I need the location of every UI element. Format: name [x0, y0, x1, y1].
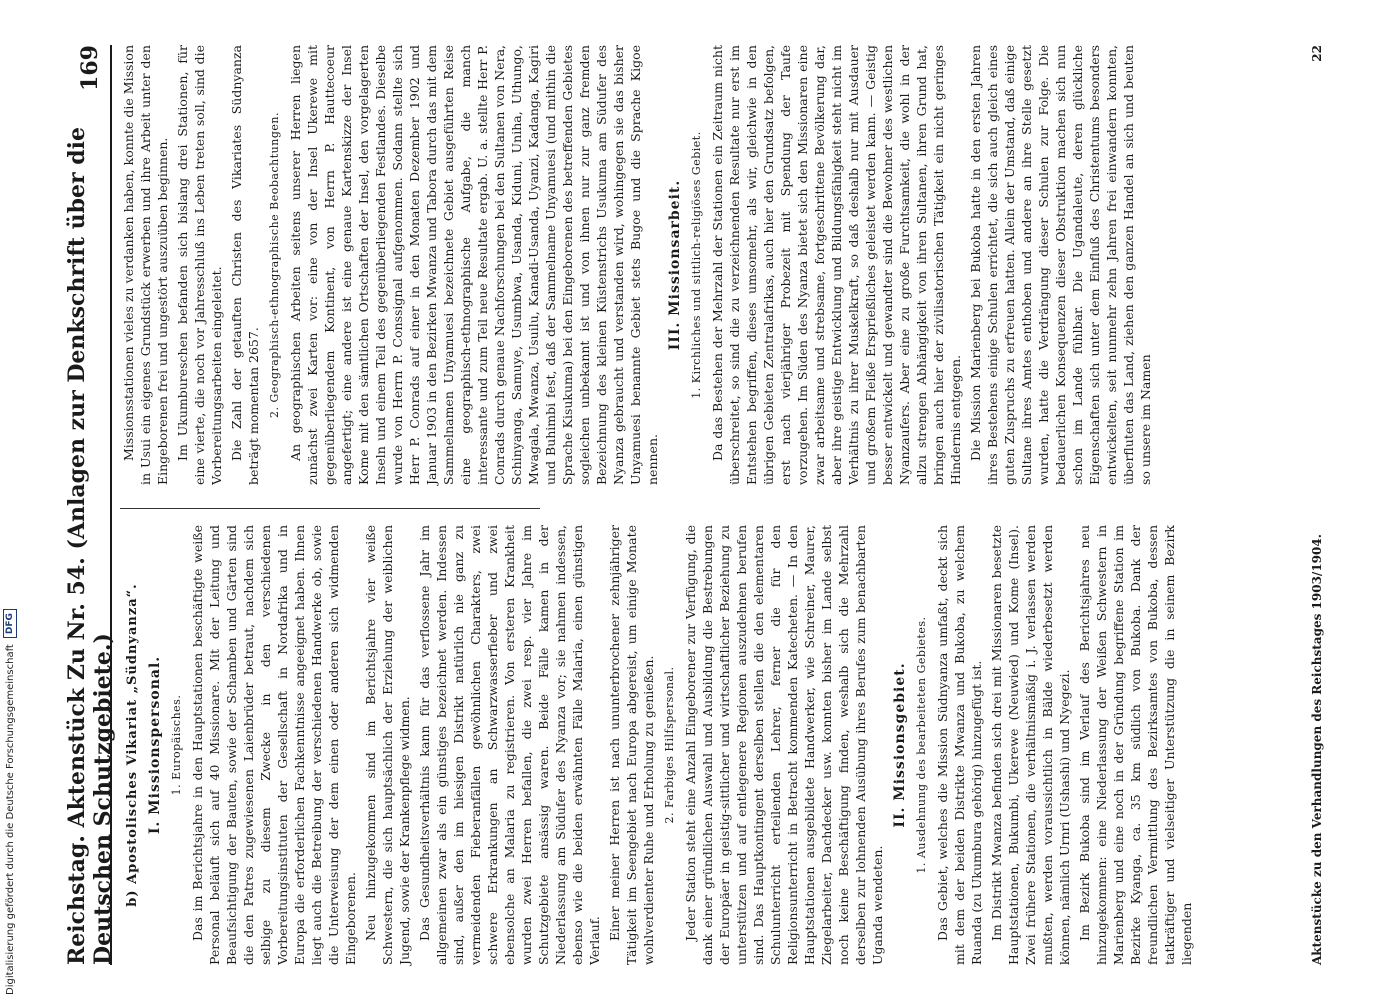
column-divider	[120, 508, 540, 509]
digitization-note	[2, 5, 18, 995]
footer-page-number: 22	[1310, 45, 1324, 62]
digitization-text: Digitalisierung gefördert durch die Deutsche Forschungsgemeinschaft	[4, 644, 16, 995]
paragraph: Im Bezirk Bukoba sind im Verlauf des Berichtsjahres neu hinzugekommen: eine Niederlassung der Weißen Schwestern in Marienberg und eine noch in der Gründung begriffene Station im Bezirke Kyanga, ca. 35 km südlich von Bukoba. Dank der freundlichen Vermittlung des Bezirksamtes von Bukoba, dessen tatkräftiger und vielseitiger Unterstützung die in seinem Bezirk liegenden	[1077, 525, 1194, 965]
subsection-1-heading: 1. Europäisches.	[170, 694, 183, 796]
subsection-II-1-heading: 1. Ausdehnung des bearbeiteten Gebietes.	[915, 616, 928, 874]
header-page-number: 169	[77, 45, 103, 91]
dfg-logo: DFG	[3, 609, 17, 638]
paragraph: Im Ukumbureschen befanden sich bislang drei Stationen, für eine vierte, die noch vor Jahresschluß ins Leben treten soll, sind die Vorbereitungsarbeiten eingeleitet.	[175, 45, 224, 485]
subsection-2-heading: 2. Farbiges Hilfspersonal.	[663, 666, 676, 824]
right-column	[120, 45, 1157, 485]
paragraph: Einer meiner Herren ist nach ununterbrochener zehnjähriger Tätigkeit im Seengebiet nach Europa abgereist, um einige Monate wohlverdienter Ruhe und Erholung zu genießen.	[607, 525, 656, 965]
section-b-heading: b) Apostolisches Vikariat „Südnyanza“.	[125, 583, 140, 907]
left-column	[120, 525, 1198, 965]
section-I-heading: I. Missionspersonal.	[147, 655, 163, 835]
paragraph: Das im Berichtsjahre in den Hauptstationen beschäftigte weiße Personal beläuft sich auf 40 Missionare. Mit der Leitung und Beaufsichtigung der Bauten, sowie der Schamben und Gärten sind die den Patres zugewiesenen Laienbrüder betraut, nachdem sich selbige zu diesem Zwecke in den verschiedenen Vorbereitungsinstituten der Gesellschaft in Nordafrika und in Europa die erforderlichen Fachkenntnisse angeeignet haben. Ihnen liegt auch die Betreibung der verschiedenen Handwerke ob, sowie die Unterweisung der dem einen oder anderen sich widmenden Eingeborenen.	[190, 525, 358, 965]
paragraph: Das Gebiet, welches die Mission Südnyanza umfaßt, deckt sich mit dem der beiden Distrikte Mwanza und Bukoba, zu welchem Ruanda (zu Ukumbura gehörig) hinzugefügt ist.	[935, 525, 984, 965]
section-II-heading: II. Missionsgebiet.	[892, 662, 908, 828]
paragraph: Jeder Station steht eine Anzahl Eingeborener zur Verfügung, die dank einer gründlichen Auswahl und Ausbildung die Bestrebungen der Europäer in geistig-sittlicher und wirtschaftlicher Beziehung zu unterstützen und auf entlegenere Regionen auszudehnen berufen sind. Das Hauptkontingent derselben stellen die den elementaren Schulunterricht erteilenden Lehrer, ferner die für den Religionsunterricht in Betracht kommenden Katecheten. — In den Hauptstationen ausgebildete Handwerker, wie Schreiner, Maurer, Ziegelarbeiter, Dachdecker usw. konnten bisher im Lande selbst noch keine Beschäftigung finden, weshalb sich die Mehrzahl derselben zur lohnenden Ausübung ihres Berufes zum benachbarten Uganda wendeten.	[683, 525, 885, 965]
subsection-II-2-heading: 2. Geographisch-ethnographische Beobachtungen.	[268, 112, 281, 418]
footer-source: Aktenstücke zu den Verhandlungen des Reichstages 1903/1904.	[1310, 534, 1324, 965]
page-footer	[1310, 45, 1324, 965]
paragraph: Da das Bestehen der Mehrzahl der Stationen ein Zeitraum nicht überschreitet, so sind die zu verzeichnenden Resultate nur erst im Entstehen begriffen, dieses umsomehr, als wir, gleichwie in den übrigen Gebieten Zentralafrikas, auch hier den Grundsatz befolgen, erst nach vierjähriger Probezeit mit Spendung der Taufe vorzugehen. Im Süden des Nyanza bietet sich den Missionaren eine zwar arbeitsame und strebsame, fortgeschrittene Bevölkerung dar, aber ihre geistige Entwicklung und Bildungsfähigkeit steht nicht im Verhältnis zu ihrer Muskelkraft, so daß deshalb nur mit Ausdauer und großem Fleiße Ersprießliches geleistet werden kann. — Geistig besser entwickelt und gewandter sind die Bewohner des westlichen Nyanzaufers. Aber eine zu große Furchtsamkeit, die wohl in der allzu strengen Abhängigkeit von ihren Sultanen, ihren Grund hat, bringen auch hier der zivilisatorischen Tätigkeit ein nicht geringes Hindernis entgegen.	[710, 45, 963, 485]
paragraph: Die Zahl der getauften Christen des Vikariates Südnyanza beträgt momentan 2657.	[229, 45, 261, 485]
subsection-III-1-heading: 1. Kirchliches und sittlich-religiöses Gebiet.	[690, 131, 703, 399]
rotated-page-content	[62, 25, 1342, 985]
header-title: Reichstag. Aktenstück Zu Nr. 54. (Anlagen zur Denkschrift über die Deutschen Schutzgebiete.)	[64, 126, 116, 965]
section-III-heading: III. Missionsarbeit.	[667, 179, 683, 351]
page-header	[64, 45, 116, 965]
paragraph: Die Mission Marienberg bei Bukoba hatte in den ersten Jahren ihres Bestehens einige Schulen errichtet, die sich auch gleich eines guten Zuspruchs zu erfreuen hatten. Allein der Umstand, daß einige Sultane ihres Amtes enthoben und andere an ihre Stelle gesetzt wurden, hatte die Verdrängung dieser Schulen zur Folge. Die bedauerlichen Konsequenzen dieser Obstruktion machen sich nun schon im Lande fühlbar. Die Ugandaleute, deren glückliche Eigenschaften sich unter dem Einfluß des Christentums besonders entwickelten, seit nunmehr zehn Jahren frei einwandern konnten, überfluten das Land, ziehen den ganzen Handel an sich und beuten so unsere im Namen	[968, 45, 1153, 485]
paragraph: Das Gesundheitsverhältnis kann für das verflossene Jahr im allgemeinen zwar als ein günstiges bezeichnet werden. Indessen sind, außer den im hiesigen Distrikt natürlich nie ganz zu vermeidenden Fieberanfällen gewöhnlichen Charakters, zwei schwere Erkrankungen an Schwarzwasserfieber und zwei ebensolche an Malaria zu registrieren. Von ersteren Krankheit wurden zwei Herren befallen, die zwei resp. vier Jahre im Schutzgebiete ansässig waren. Beide Fälle kamen in der Niederlassung am Südufer des Nyanza vor; sie nahmen indessen, ebenso wie die beiden erwähnten Fälle Malaria, einen günstigen Verlauf.	[417, 525, 602, 965]
paragraph: Neu hinzugekommen sind im Berichtsjahre vier weiße Schwestern, die sich hauptsächlich der Erziehung der weiblichen Jugend, sowie der Krankenpflege widmen.	[363, 525, 412, 965]
paragraph: An geographischen Arbeiten seitens unserer Herren liegen zunächst zwei Karten vor: eine von der Insel Ukerewe mit gegenüberliegendem Kontinent, von Herrn P. Hauttecoeur angefertigt; eine andere ist eine genaue Kartenskizze der Insel Kome mit den sämtlichen Ortschaften der Insel, den vorgelagerten Inseln und einem Teil des gegenüberliegenden Festlandes. Dieselbe wurde von Herrn P. Conssignal aufgenommen. Sodann stellte sich Herr P. Conrads auf einer in den Monaten Dezember 1902 und Januar 1903 in den Bezirken Mwanza und Tabora durch das mit dem Sammelnamen Unyamuesi bezeichnete Gebiet ausgeführten Reise eine geographisch-ethnographische Aufgabe, die manch interessante und zum Teil neue Resultate ergab. U. a. stellte Herr P. Conrads durch genaue Nachforschungen bei den Sultanen von Nera, Schinyanga, Samuye, Usumbwa, Usanda, Kiduni, Uniha, Uthungo, Mwagala, Mwanza, Usuilu, Kanadi-Usanda, Uyanzi, Kadanga, Kagiri und Buhimbi fest, daß der Sammelname Unyamuesi (und mithin die Sprache Kisukuma) bei den Eingeborenen des betreffenden Gebietes sogleichen unbekannt ist und von ihnen nur zur ganz fremden Bezeichnung des kleinen Küstenstrichs Usukuma am Südufer des Nyanza gebraucht und verstanden wird, wohingegen sie das bisher Unyamuesi benannte Gebiet stets Bugoe und die Sprache Kigoe nennen.	[288, 45, 660, 485]
paragraph: Missionsstationen vieles zu verdanken haben, konnte die Mission in Usui ein eigenes Grundstück erwerben und ihre Arbeit unter den Eingeborenen frei und ungestört auszuüben beginnen.	[121, 45, 170, 485]
paragraph: Im Distrikt Mwanza befinden sich drei mit Missionaren besetzte Hauptstationen, Bukumbi, Ukerewe (Neuwied) und Kome (Insel). Zwei frühere Stationen, die verhältnismäßig i. J. verlassen werden mußten, werden voraussichtlich in Bälde wiederbesetzt werden können, nämlich Urnri (Ushashi) und Nyegezi.	[989, 525, 1072, 965]
